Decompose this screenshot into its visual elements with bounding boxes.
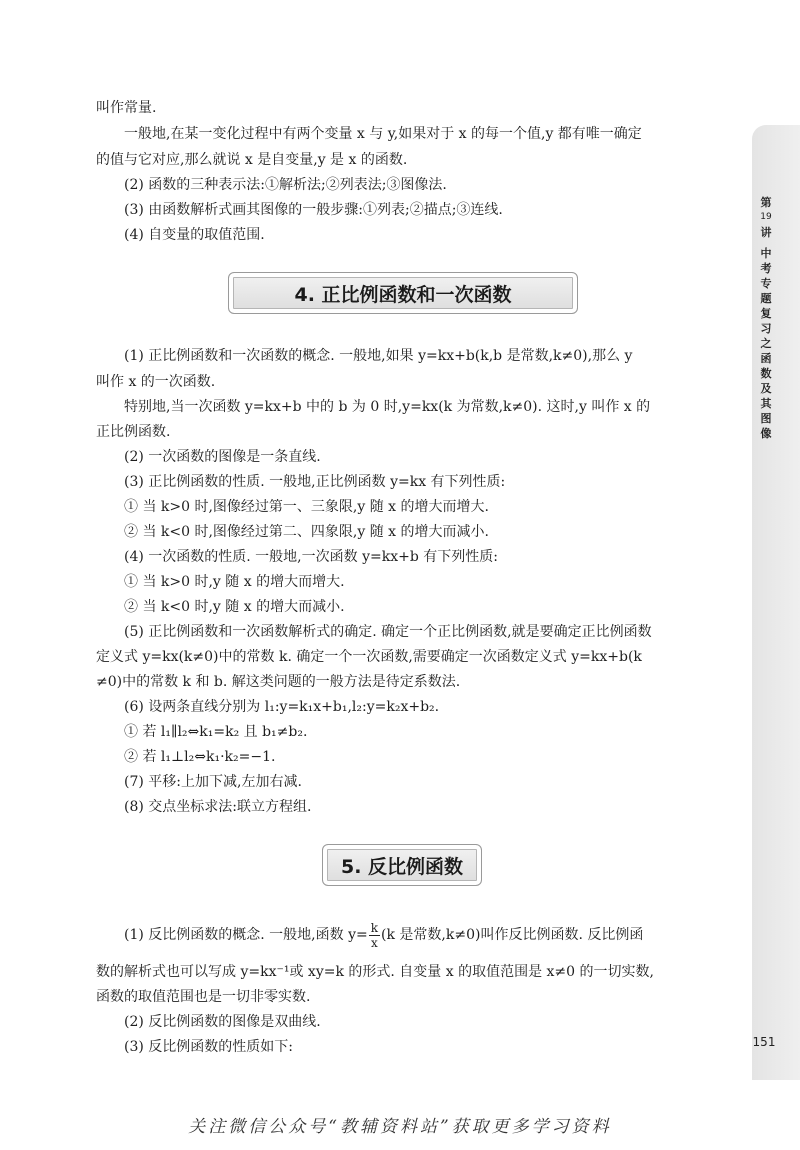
tab-char: 习 — [760, 322, 772, 335]
text-line: 特别地,当一次函数 y=kx+b 中的 b 为 0 时,y=kx(k 为常数,k≠0). 这时,y 叫作 x 的 — [124, 399, 651, 415]
text-line: 定义式 y=kx(k≠0)中的常数 k. 确定一个一次函数,需要确定一次函数定义式 y=kx+b(k — [96, 649, 642, 665]
text-line: 正比例函数. — [96, 424, 171, 440]
text-line: 数的解析式也可以写成 y=kx⁻¹或 xy=k 的形式. 自变量 x 的取值范围是 x≠0 的一切实数, — [96, 964, 654, 980]
text-line: (4) 一次函数的性质. 一般地,一次函数 y=kx+b 有下列性质: — [124, 549, 498, 565]
tab-char: 考 — [760, 262, 772, 275]
text-line: ① 当 k>0 时,y 随 x 的增大而增大. — [124, 574, 345, 590]
text-line: (2) 反比例函数的图像是双曲线. — [124, 1014, 321, 1030]
text-line: (3) 由函数解析式画其图像的一般步骤:①列表;②描点;③连线. — [124, 202, 503, 218]
chapter-tab-label — [753, 195, 779, 441]
text-line: (5) 正比例函数和一次函数解析式的确定. 确定一个正比例函数,就是要确定正比例函数 — [124, 624, 652, 640]
text-line: ① 若 l₁∥l₂⇔k₁=k₂ 且 b₁≠b₂. — [124, 724, 308, 740]
text-line: 的值与它对应,那么就说 x 是自变量,y 是 x 的函数. — [96, 152, 408, 168]
text-line: (3) 正比例函数的性质. 一般地,正比例函数 y=kx 有下列性质: — [124, 474, 506, 490]
text-line: (2) 一次函数的图像是一条直线. — [124, 449, 321, 465]
definition-text: (k 是常数,k≠0)叫作反比例函数. 反比例函 — [381, 927, 644, 943]
tab-char: 19 — [760, 212, 772, 222]
text-line: ② 当 k<0 时,图像经过第二、四象限,y 随 x 的增大而减小. — [124, 524, 489, 540]
tab-char: 第 — [760, 196, 772, 209]
text-line: ② 若 l₁⊥l₂⇔k₁·k₂=−1. — [124, 749, 276, 765]
tab-char: 像 — [760, 427, 772, 440]
text-line: (2) 函数的三种表示法:①解析法;②列表法;③图像法. — [124, 177, 447, 193]
text-line: (8) 交点坐标求法:联立方程组. — [124, 799, 312, 815]
section-5-heading — [322, 844, 482, 886]
denominator: x — [370, 935, 378, 950]
text-line: (1) 正比例函数和一次函数的概念. 一般地,如果 y=kx+b(k,b 是常数,k≠0),那么 y — [124, 348, 633, 364]
tab-char: 数 — [760, 367, 772, 380]
tab-char: 及 — [760, 382, 772, 395]
text-line: ≠0)中的常数 k 和 b. 解这类问题的一般方法是待定系数法. — [96, 674, 461, 690]
tab-char: 复 — [760, 307, 772, 320]
section-4-title: 4. 正比例函数和一次函数 — [294, 283, 512, 306]
tab-char: 讲 — [760, 226, 772, 239]
text-line: 一般地,在某一变化过程中有两个变量 x 与 y,如果对于 x 的每一个值,y 都有唯一确定 — [124, 126, 642, 142]
tab-char: 图 — [760, 412, 772, 425]
text-line: 函数的取值范围也是一切非零实数. — [96, 989, 311, 1005]
tab-char: 专 — [760, 277, 772, 290]
tab-char: 其 — [760, 397, 772, 410]
text-line: 叫作常量. — [96, 100, 157, 116]
text-line: ② 当 k<0 时,y 随 x 的增大而减小. — [124, 599, 345, 615]
tab-char: 中 — [760, 247, 772, 260]
section-4-heading — [228, 272, 578, 314]
tab-char: 之 — [760, 337, 772, 350]
text-line: (7) 平移:上加下减,左加右减. — [124, 774, 302, 790]
tab-char: 题 — [760, 292, 772, 305]
footer-note: 关注微信公众号“教辅资料站”获取更多学习资料 — [188, 1117, 612, 1137]
text-line: (3) 反比例函数的性质如下: — [124, 1039, 293, 1055]
text-line: ① 当 k>0 时,图像经过第一、三象限,y 随 x 的增大而增大. — [124, 499, 489, 515]
text-line: (4) 自变量的取值范围. — [124, 227, 265, 243]
definition-text: (1) 反比例函数的概念. 一般地,函数 y= — [124, 927, 368, 943]
text-line: 叫作 x 的一次函数. — [96, 374, 216, 390]
fraction-k-over-x — [369, 921, 380, 950]
tab-char: 函 — [760, 352, 772, 365]
page-number: 151 — [752, 1035, 776, 1049]
text-line: (6) 设两条直线分别为 l₁:y=k₁x+b₁,l₂:y=k₂x+b₂. — [124, 699, 440, 715]
section-5-title: 5. 反比例函数 — [340, 855, 464, 878]
inverse-definition-line — [124, 918, 752, 952]
numerator: k — [370, 920, 379, 935]
